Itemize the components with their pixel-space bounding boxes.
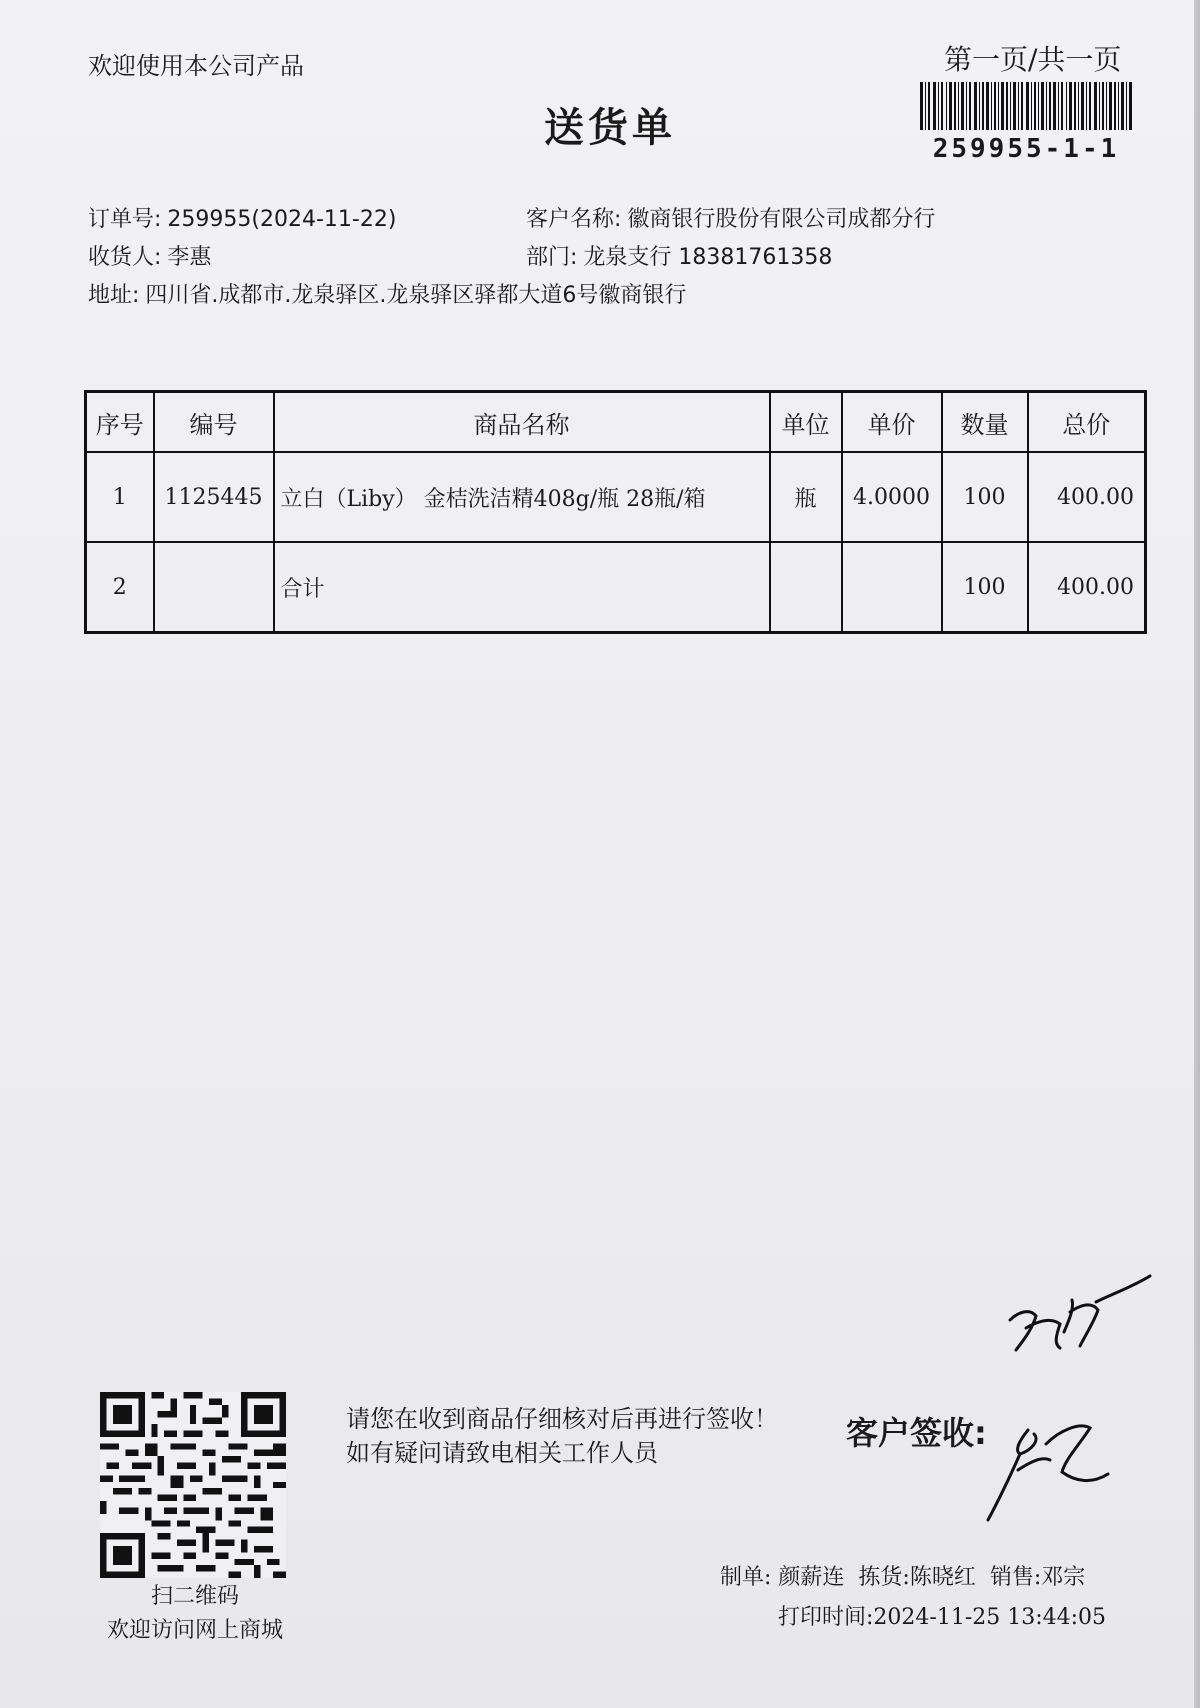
- address-value: 四川省.成都市.龙泉驿区.龙泉驿区驿都大道6号徽商银行: [145, 283, 687, 308]
- handwritten-signature-upper: [1000, 1272, 1160, 1382]
- qr-caption-line-1: 扫二维码: [150, 1584, 239, 1609]
- table-cell: 400.00: [1028, 542, 1146, 633]
- table-cell: 4.0000: [842, 452, 942, 542]
- table-cell: 2: [86, 542, 154, 633]
- table-row: [86, 452, 1146, 542]
- order-number: [88, 202, 396, 233]
- department: [526, 240, 832, 271]
- column-header: 数量: [942, 392, 1028, 453]
- order-number-value: 259955(2024-11-22): [167, 207, 397, 232]
- column-header: 商品名称: [274, 392, 770, 453]
- table-cell: [842, 542, 942, 633]
- column-header: 单位: [770, 392, 842, 453]
- table-cell: 合计: [274, 542, 770, 633]
- table-cell: 100: [942, 542, 1028, 633]
- department-label: 部门:: [526, 245, 578, 270]
- barcode-image: [920, 82, 1132, 130]
- handwritten-signature-lower: [980, 1410, 1130, 1530]
- receiver: [88, 240, 211, 271]
- customer-name-value: 徽商银行股份有限公司成都分行: [627, 207, 936, 232]
- goods-table: [84, 390, 1147, 634]
- table-cell: 瓶: [770, 452, 842, 542]
- customer-name-label: 客户名称:: [526, 207, 622, 232]
- qr-code-icon: [100, 1392, 286, 1578]
- table-cell: 1125445: [154, 452, 274, 542]
- document-title: 送货单: [544, 105, 676, 151]
- sales-person: 销售:邓宗: [989, 1565, 1086, 1590]
- customer-name: [526, 202, 935, 233]
- column-header: 总价: [1028, 392, 1146, 453]
- column-header: 单价: [842, 392, 942, 453]
- receiver-label: 收货人:: [88, 245, 162, 270]
- page-indicator: 第一页/共一页: [944, 43, 1122, 76]
- address: [88, 278, 686, 309]
- qr-caption-line-2: 欢迎访问网上商城: [106, 1618, 283, 1643]
- table-cell: 1: [86, 452, 154, 542]
- order-number-label: 订单号:: [88, 207, 162, 232]
- table-cell: 100: [942, 452, 1028, 542]
- column-header: 编号: [154, 392, 274, 453]
- preparer: 制单: 颜薪连: [720, 1565, 845, 1590]
- column-header: 序号: [86, 392, 154, 453]
- welcome-text: 欢迎使用本公司产品: [88, 52, 304, 80]
- department-value: 龙泉支行 18381761358: [583, 245, 833, 270]
- table-cell: [770, 542, 842, 633]
- table-header-row: [86, 392, 1146, 453]
- address-label: 地址:: [88, 283, 140, 308]
- receipt-notice: 请您在收到商品仔细核对后再进行签收！如有疑问请致电相关工作人员: [346, 1405, 778, 1467]
- paper-edge: [1194, 0, 1200, 1708]
- customer-sign-label: 客户签收:: [846, 1414, 987, 1452]
- print-time: 打印时间:2024-11-25 13:44:05: [778, 1605, 1107, 1630]
- picker: 拣货:陈晓红: [858, 1565, 976, 1590]
- staff-info: [720, 1560, 1099, 1591]
- barcode-number: 259955-1-1: [932, 134, 1120, 164]
- table-cell: 立白（Liby） 金桔洗洁精408g/瓶 28瓶/箱: [274, 452, 770, 542]
- qr-caption: [80, 1580, 310, 1648]
- receiver-value: 李惠: [167, 245, 212, 270]
- table-cell: [154, 542, 274, 633]
- table-cell: 400.00: [1028, 452, 1146, 542]
- table-row: [86, 542, 1146, 633]
